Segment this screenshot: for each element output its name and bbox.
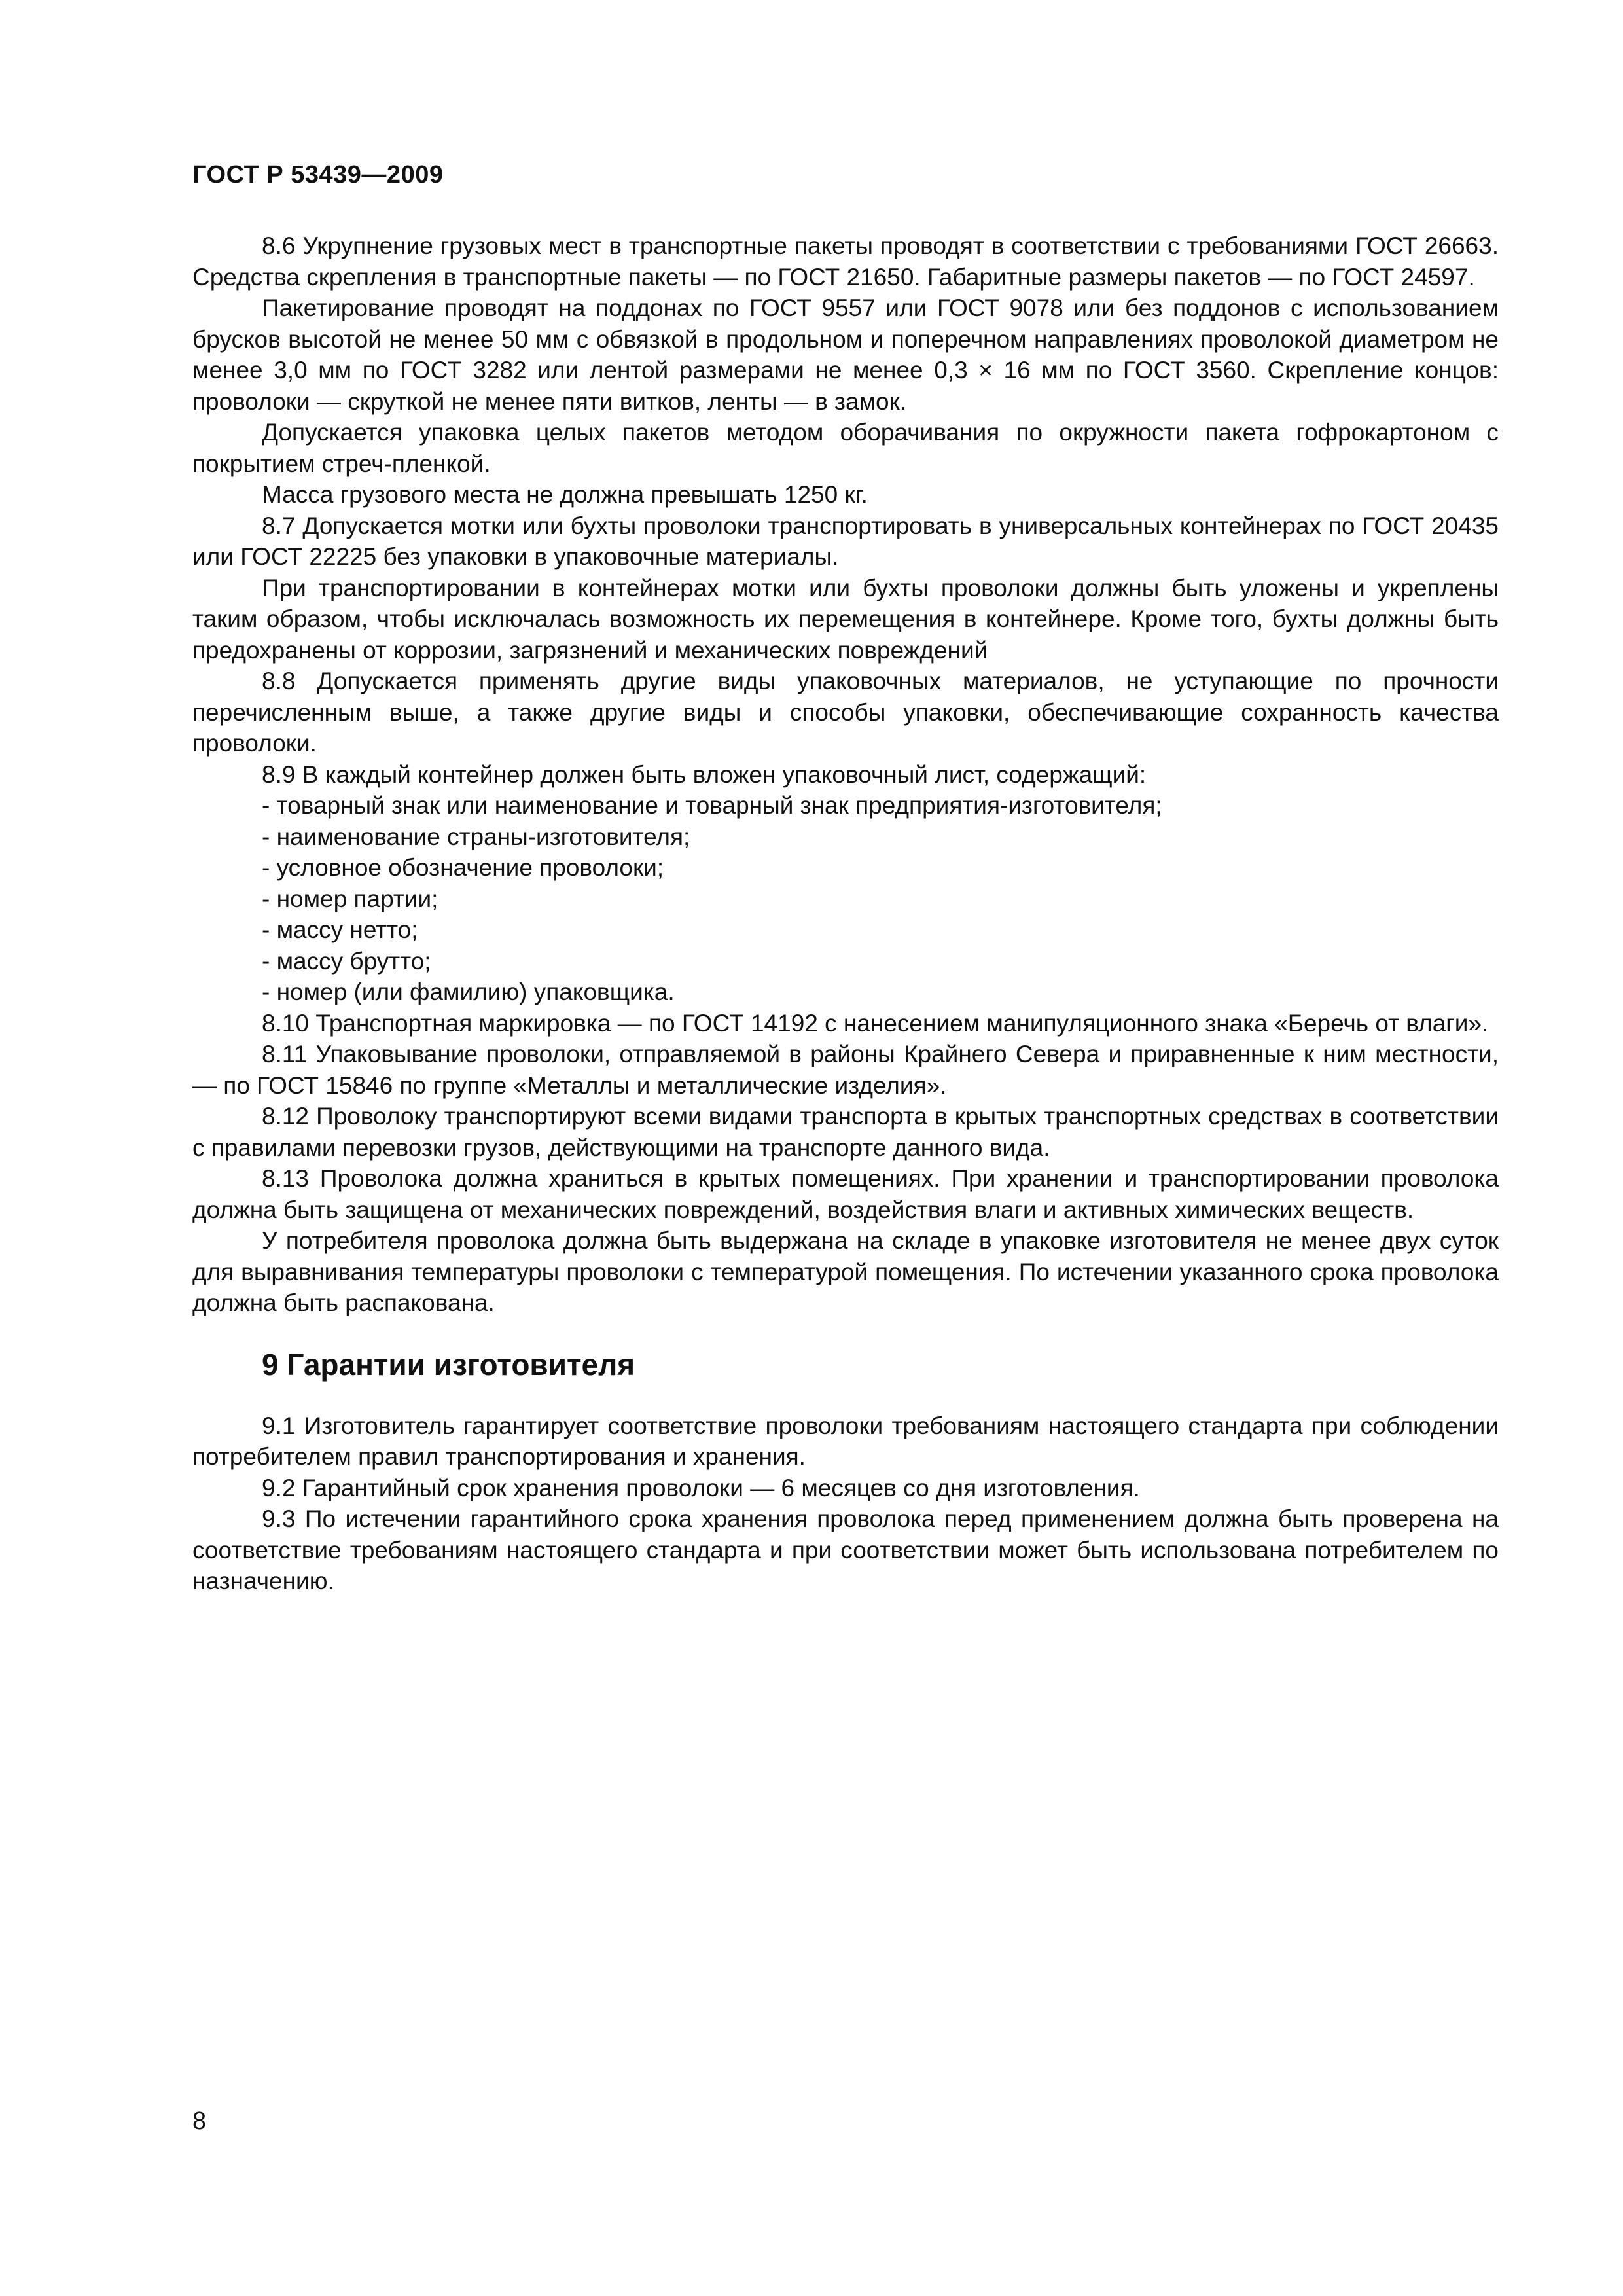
document-header: ГОСТ Р 53439—2009 — [192, 161, 444, 188]
paragraph: У потребителя проволока должна быть выдержана на складе в упаковке изготовителя не менее двух суток для выравнивания температуры проволоки с температурой помещения. По истечении указанного срока проволока должна быть распакована. — [192, 1227, 1499, 1316]
section-8-content — [192, 230, 1499, 1319]
paragraph: 8.8 Допускается применять другие виды упаковочных материалов, не уступающие по прочности перечисленным выше, а также другие виды и способы упаковки, обеспечивающие сохранность качества проволоки. — [192, 668, 1499, 757]
list-item: - массу нетто; — [262, 916, 418, 943]
paragraph: 9.1 Изготовитель гарантирует соответствие проволоки требованиям настоящего стандарта при соблюдении потребителем правил транспортирования и хранения. — [192, 1412, 1499, 1470]
paragraph: 8.12 Проволоку транспортируют всеми видами транспорта в крытых транспортных средствах в соответствии с правилами перевозки грузов, действующими на транспорте данного вида. — [192, 1103, 1499, 1161]
paragraph: Допускается упаковка целых пакетов методом оборачивания по окружности пакета гофрокартоном с покрытием стреч-пленкой. — [192, 419, 1499, 477]
paragraph: Пакетирование проводят на поддонах по ГОСТ 9557 или ГОСТ 9078 или без поддонов с использованием брусков высотой не менее 50 мм с обвязкой в продольном и поперечном направлениях проволокой диаметром не менее 3,0 мм по ГОСТ 3282 или лентой размерами не менее 0,3 × 16 мм по ГОСТ 3560. Скрепление концов: проволоки — скруткой не менее пяти витков, ленты — в замок. — [192, 295, 1499, 415]
list-item: - наименование страны-изготовителя; — [262, 823, 690, 850]
page-number: 8 — [192, 2108, 207, 2135]
list-item: - товарный знак или наименование и товарный знак предприятия-изготовителя; — [262, 792, 1162, 819]
document-body — [192, 230, 1499, 1597]
paragraph: 9.3 По истечении гарантийного срока хранения проволока перед применением должна быть проверена на соответствие требованиям настоящего стандарта и при соответствии может быть использована потребителем по назначению. — [192, 1505, 1499, 1594]
paragraph: 8.9 В каждый контейнер должен быть вложен упаковочный лист, содержащий: — [262, 761, 1147, 788]
paragraph: 8.11 Упаковывание проволоки, отправляемой в районы Крайнего Севера и приравненные к ним местности, — по ГОСТ 15846 по группе «Металлы и металлические изделия». — [192, 1041, 1499, 1099]
section-9-content — [192, 1410, 1499, 1597]
list-item: - условное обозначение проволоки; — [262, 854, 664, 881]
paragraph: 8.13 Проволока должна храниться в крытых помещениях. При хранении и транспортировании проволока должна быть защищена от механических повреждений, воздействия влаги и активных химических веществ. — [192, 1165, 1499, 1223]
paragraph: Масса грузового места не должна превышать 1250 кг. — [262, 481, 868, 508]
section-title: 9 Гарантии изготовителя — [262, 1347, 635, 1382]
list-item: - номер партии; — [262, 885, 438, 912]
paragraph: 8.6 Укрупнение грузовых мест в транспортные пакеты проводят в соответствии с требованиями ГОСТ 26663. Средства скрепления в транспортные пакеты — по ГОСТ 21650. Габаритные размеры пакетов — по ГОСТ 24597. — [192, 232, 1499, 291]
paragraph: При транспортировании в контейнерах мотки или бухты проволоки должны быть уложены и укреплены таким образом, чтобы исключалась возможность их перемещения в контейнере. Кроме того, бухты должны быть предохранены от коррозии, загрязнений и механических повреждений — [192, 574, 1499, 664]
paragraph: 8.7 Допускается мотки или бухты проволоки транспортировать в универсальных контейнерах по ГОСТ 20435 или ГОСТ 22225 без упаковки в упаковочные материалы. — [192, 512, 1499, 570]
list-item: - номер (или фамилию) упаковщика. — [262, 978, 675, 1005]
paragraph: 9.2 Гарантийный срок хранения проволоки — 6 месяцев со дня изготовления. — [262, 1474, 1140, 1501]
paragraph: 8.10 Транспортная маркировка — по ГОСТ 14192 с нанесением манипуляционного знака «Беречь от влаги». — [262, 1009, 1489, 1037]
list-item: - массу брутто; — [262, 947, 431, 975]
